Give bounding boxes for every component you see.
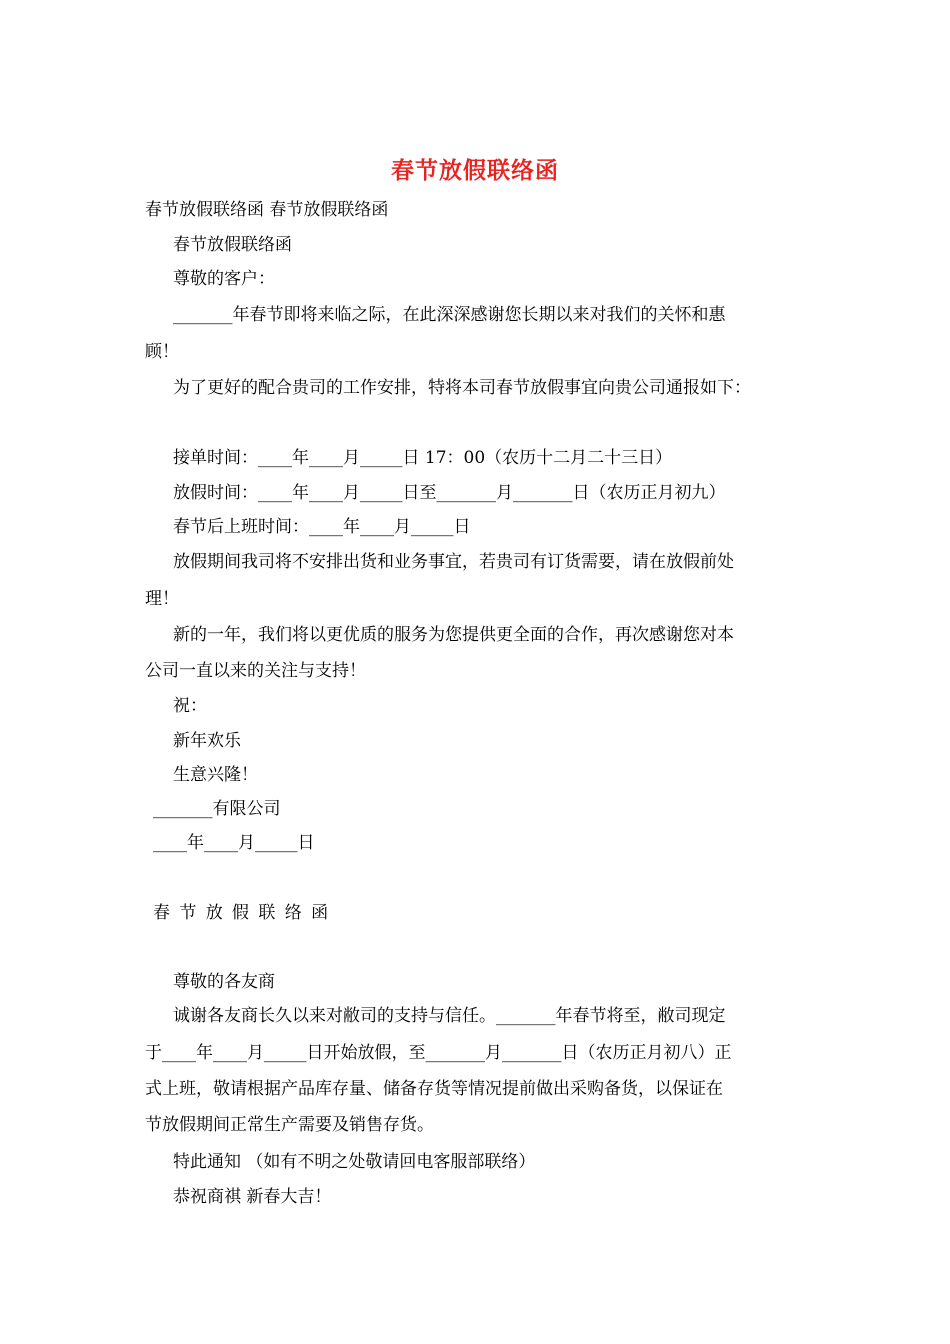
- letter2-para1-line3: 式上班，敬请根据产品库存量、储备存货等情况提前做出采购备货，以保证在: [145, 1079, 723, 1099]
- wish-line2: 生意兴隆！: [173, 765, 258, 785]
- letter1-heading: 春节放假联络函: [173, 235, 292, 255]
- letter1-para1-line1: _______年春节即将来临之际，在此深深感谢您长期以来对我们的关怀和惠: [173, 305, 726, 325]
- letter1-para3-line2: 理！: [145, 589, 179, 609]
- document-title: 春节放假联络函: [391, 157, 559, 184]
- letter1-salutation: 尊敬的客户：: [173, 269, 275, 289]
- holiday-time-line: 放假时间：____年____月_____日至_______月_______日（农历正月初九）: [173, 483, 726, 503]
- letter1-para2: 为了更好的配合贵司的工作安排，特将本司春节放假事宜向贵公司通报如下：: [173, 378, 751, 398]
- letter2-notice: 特此通知 （如有不明之处敬请回电客服部联络）: [173, 1152, 536, 1172]
- letter2-para1-line1: 诚谢各友商长久以来对敝司的支持与信任。_______年春节将至，敝司现定: [173, 1006, 726, 1026]
- letter2-para1-line2: 于____年____月_____日开始放假，至_______月_______日（农历正月初八）正: [145, 1043, 732, 1063]
- wish-label: 祝：: [173, 696, 207, 716]
- company-signature: _______有限公司: [153, 799, 281, 819]
- return-time-line: 春节后上班时间：____年____月_____日: [173, 517, 471, 537]
- wish-line1: 新年欢乐: [173, 731, 241, 751]
- letter2-heading: 春节放假联络函: [153, 903, 338, 923]
- signature-date: ____年____月_____日: [153, 833, 315, 853]
- letter1-para1-line2: 顾！: [145, 342, 179, 362]
- letter1-para4-line2: 公司一直以来的关注与支持！: [145, 661, 366, 681]
- heading-line-double: 春节放假联络函 春节放假联络函: [145, 200, 389, 220]
- letter2-para1-line4: 节放假期间正常生产需要及销售存货。: [145, 1115, 434, 1135]
- letter1-para4-line1: 新的一年，我们将以更优质的服务为您提供更全面的合作，再次感谢您对本: [173, 625, 734, 645]
- letter1-para3-line1: 放假期间我司将不安排出货和业务事宜，若贵司有订货需要，请在放假前处: [173, 552, 734, 572]
- order-time-line: 接单时间：____年____月_____日 17：00（农历十二月二十三日）: [173, 448, 673, 468]
- letter2-salutation: 尊敬的各友商: [173, 972, 275, 992]
- letter2-closing: 恭祝商祺 新春大吉！: [173, 1187, 332, 1207]
